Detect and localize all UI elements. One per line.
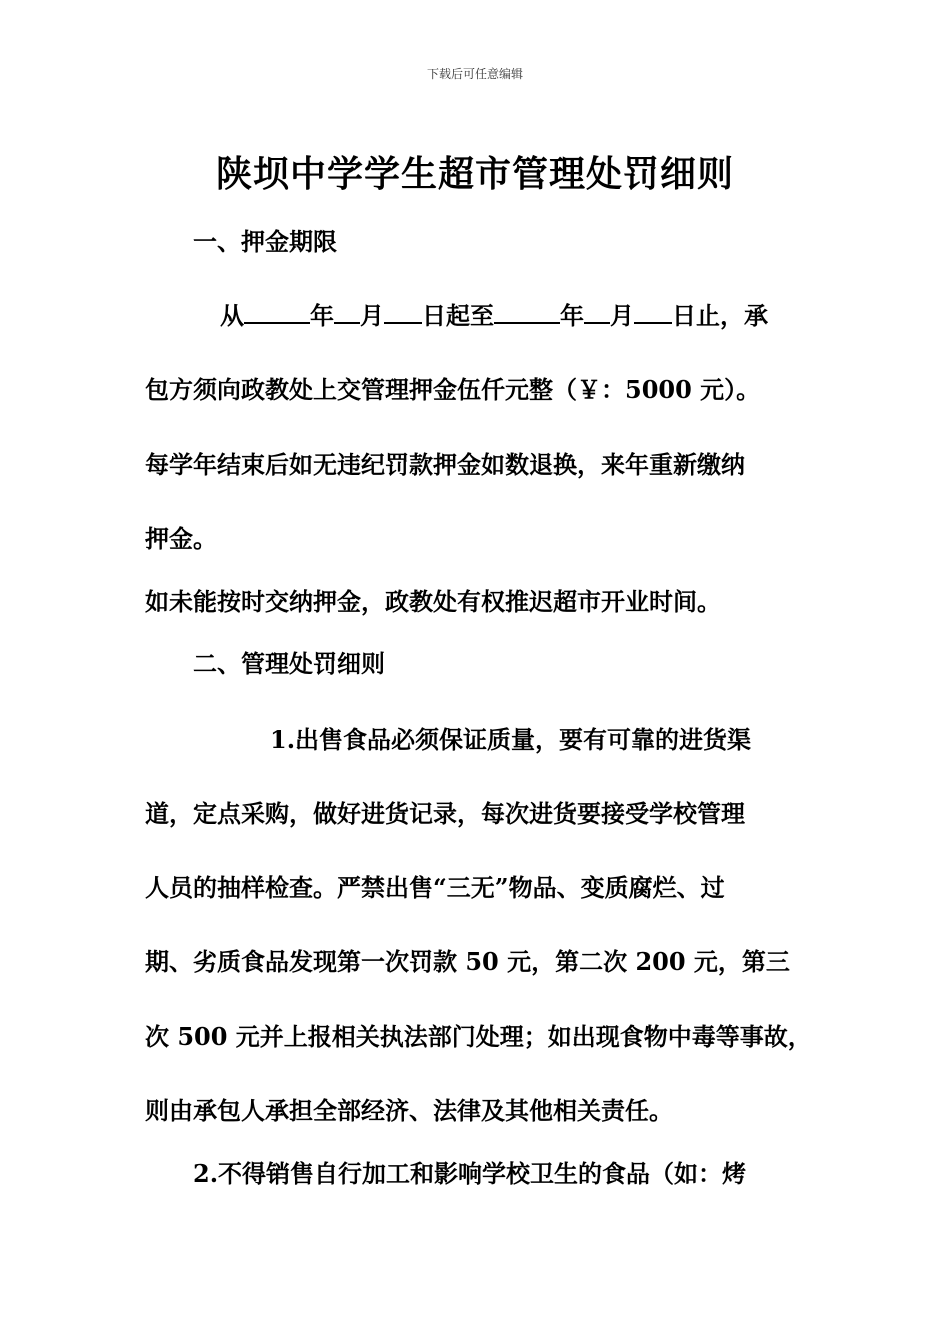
paragraph-line: 则由承包人承担全部经济、法律及其他相关责任。 (145, 1096, 673, 1125)
date-day2: 日止，承 (672, 301, 768, 330)
paragraph-line: 押金。 (145, 524, 217, 553)
paragraph-line: 如未能按时交纳押金，政教处有权推迟超市开业时间。 (145, 587, 721, 616)
paragraph-line: 人员的抽样检查。严禁出售“三无”物品、变质腐烂、过 (145, 873, 725, 902)
date-year2: 年 (560, 301, 584, 330)
date-year1: 年 (310, 301, 334, 330)
date-line (220, 300, 768, 332)
blank-start-year (244, 300, 310, 324)
date-month2: 月 (610, 301, 634, 330)
section1-heading: 一、押金期限 (193, 227, 337, 256)
blank-end-day (634, 300, 672, 324)
paragraph-line: 1.出售食品必须保证质量，要有可靠的进货渠 (270, 725, 752, 754)
header-note: 下载后可任意编辑 (426, 67, 523, 81)
paragraph-line: 期、劣质食品发现第一次罚款 50 元，第二次 200 元，第三 (145, 947, 790, 976)
date-day1: 日起至 (422, 301, 494, 330)
section2-heading: 二、管理处罚细则 (193, 649, 385, 678)
paragraph-line: 次 500 元并上报相关执法部门处理；如出现食物中毒等事故， (145, 1022, 812, 1051)
paragraph-line: 每学年结束后如无违纪罚款押金如数退换，来年重新缴纳 (145, 450, 745, 479)
blank-end-month (584, 300, 610, 324)
date-month1: 月 (360, 301, 384, 330)
paragraph-line: 包方须向政教处上交管理押金伍仟元整（￥：5000 元）。 (145, 375, 761, 404)
blank-end-year (494, 300, 560, 324)
blank-start-month (334, 300, 360, 324)
paragraph-line: 道，定点采购，做好进货记录，每次进货要接受学校管理 (145, 799, 745, 828)
page-title: 陕坝中学学生超市管理处罚细则 (215, 153, 734, 195)
date-from: 从 (220, 301, 244, 330)
blank-start-day (384, 300, 422, 324)
paragraph-line: 2.不得销售自行加工和影响学校卫生的食品（如：烤 (193, 1159, 747, 1188)
